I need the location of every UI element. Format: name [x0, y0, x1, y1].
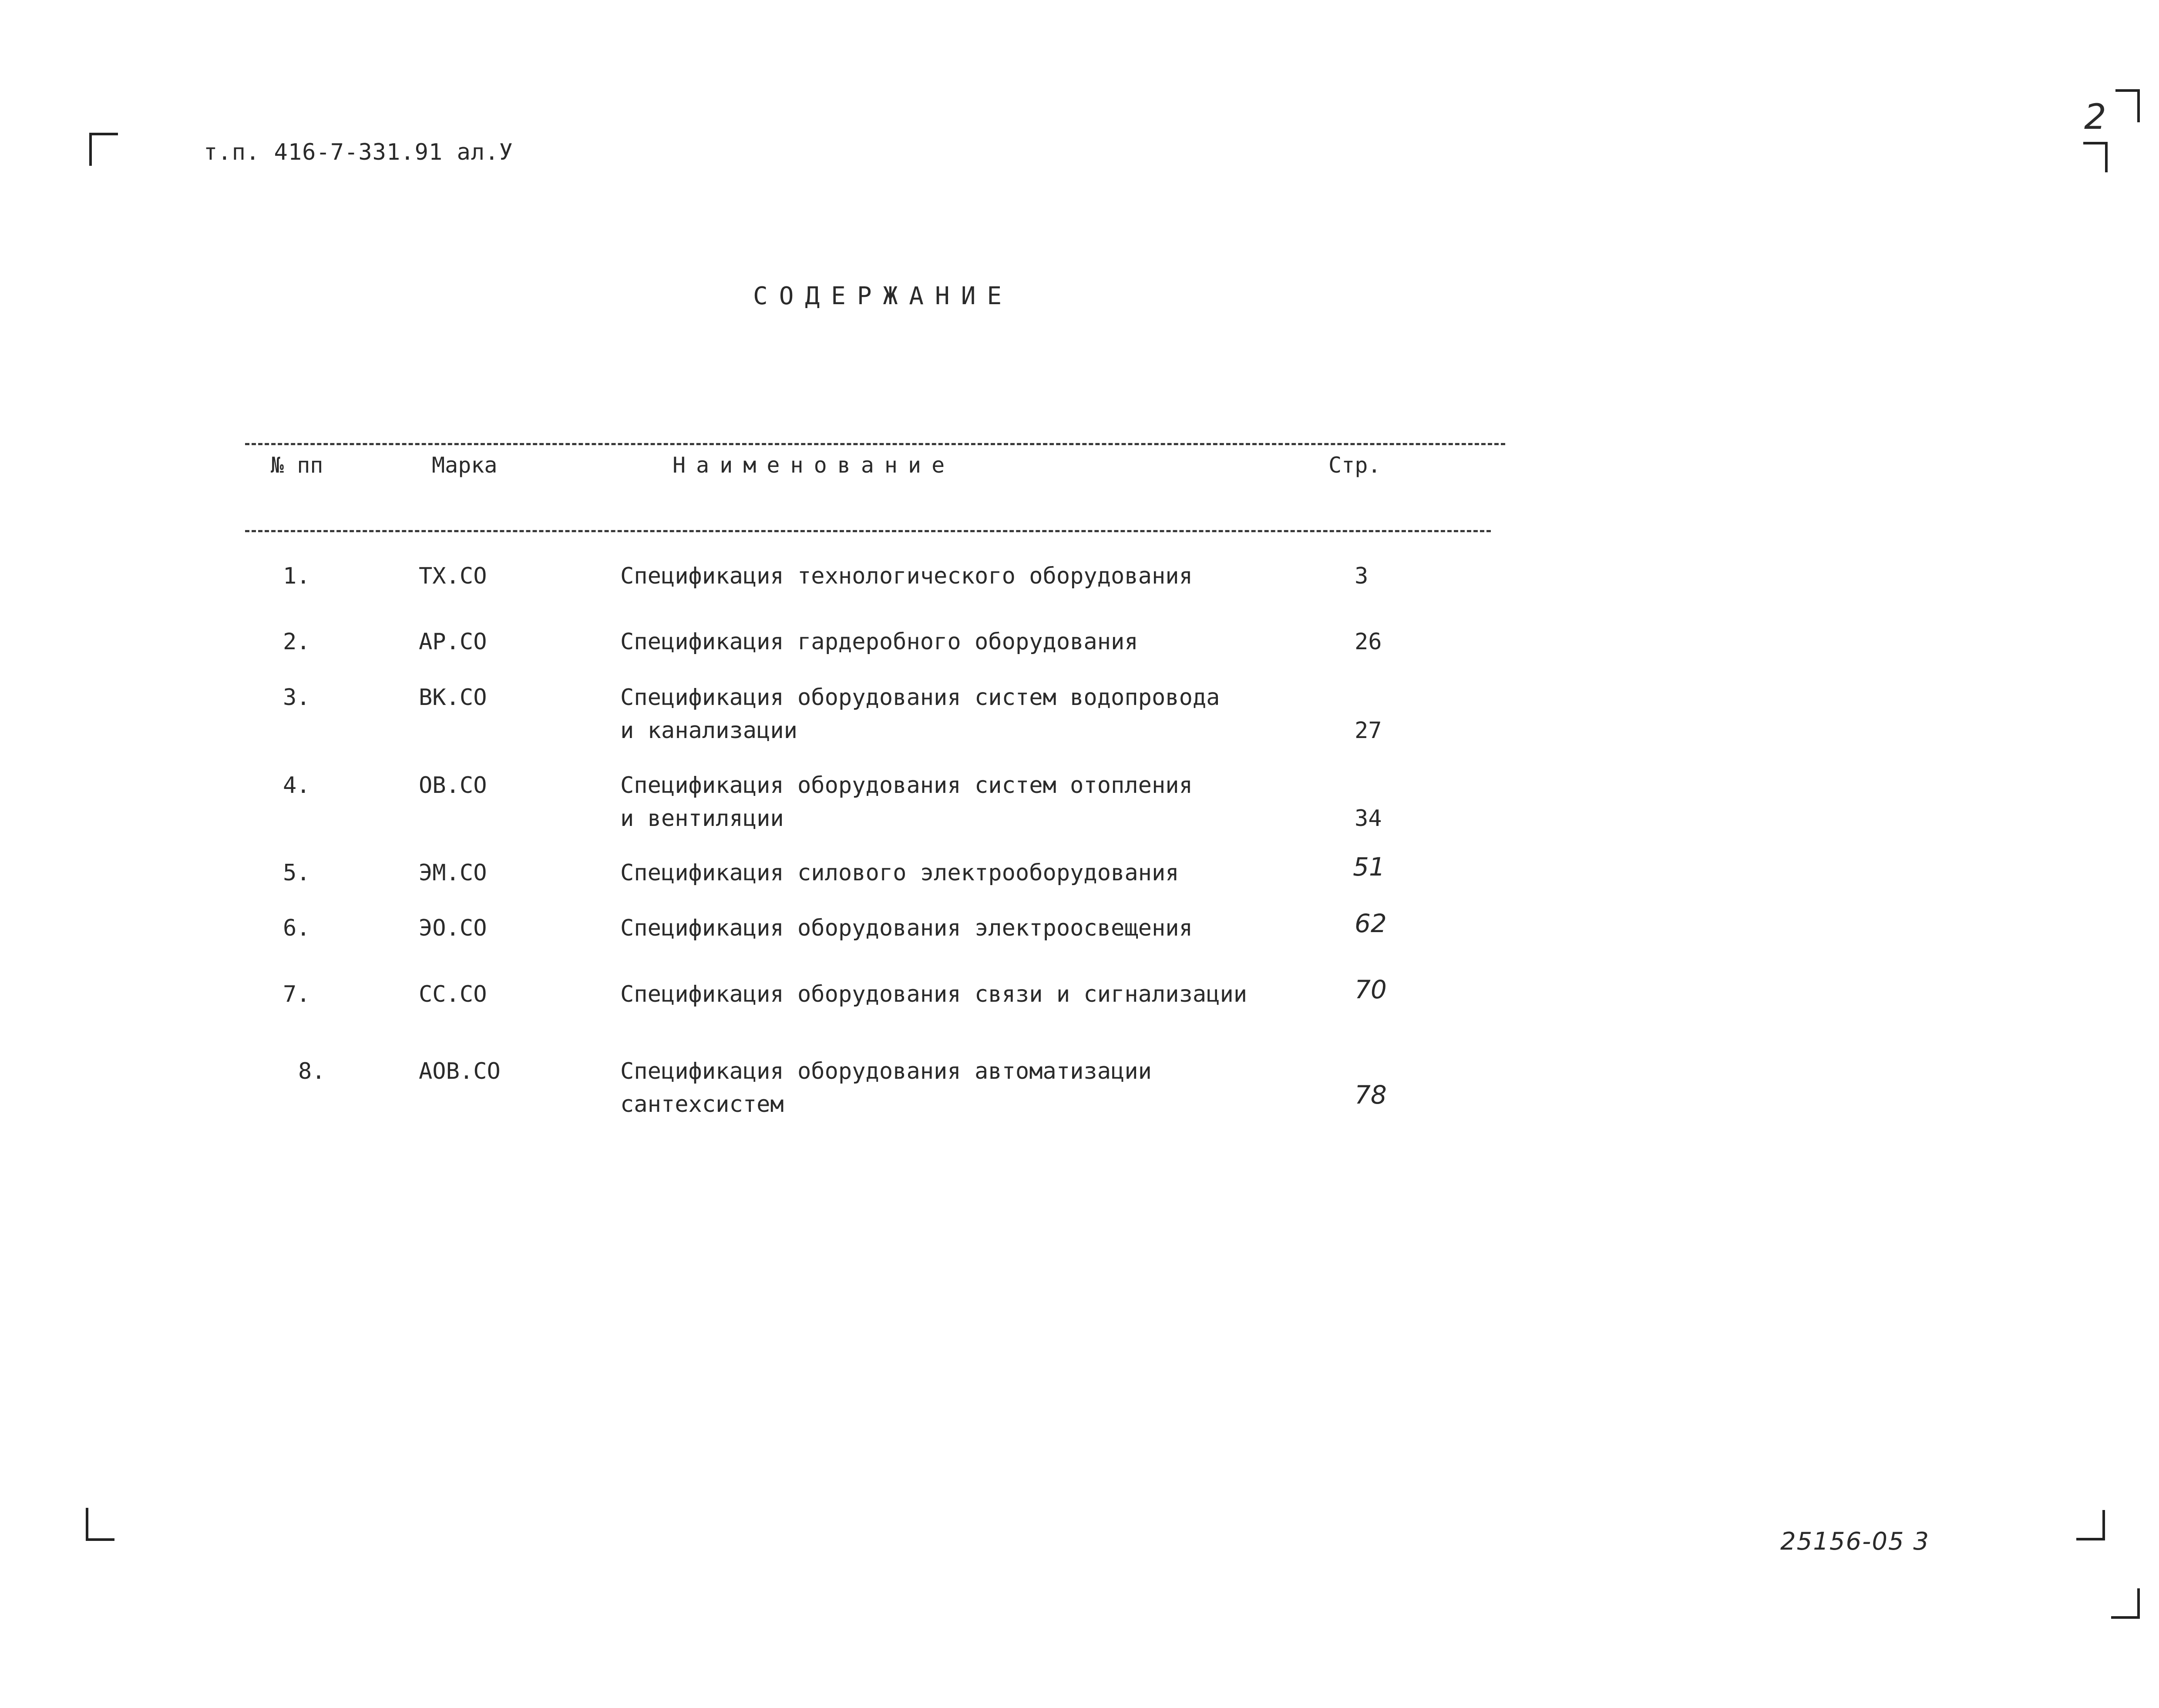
- column-header-mark: Марка: [432, 453, 498, 478]
- row-page: 62: [1355, 909, 1387, 938]
- row-page: 70: [1355, 975, 1387, 1004]
- row-mark: ТХ.СО: [419, 563, 487, 589]
- row-name: Спецификация оборудования электроосвещения: [620, 915, 1193, 941]
- row-name: Спецификация оборудования связи и сигнализации: [620, 981, 1248, 1007]
- corner-mark-bottom-right-outer: [2111, 1588, 2140, 1619]
- row-number: 2.: [283, 629, 310, 655]
- row-number: 5.: [283, 860, 310, 886]
- document-code: т.п. 416-7-331.91 ал.У: [204, 139, 513, 165]
- row-number: 7.: [283, 981, 310, 1007]
- footer-code: 25156-05 3: [1780, 1527, 1930, 1556]
- row-number: 1.: [283, 563, 310, 589]
- row-name: Спецификация оборудования систем отопления: [620, 772, 1193, 799]
- page-title: СОДЕРЖАНИЕ: [753, 282, 1013, 310]
- row-mark: ВК.СО: [419, 685, 487, 711]
- corner-mark-bottom-left: [86, 1508, 114, 1541]
- row-mark: ЭМ.СО: [419, 860, 487, 886]
- corner-mark-top-right-outer: [2115, 89, 2140, 122]
- table-top-rule: [245, 443, 1505, 445]
- row-number: 6.: [283, 915, 310, 941]
- row-name: Спецификация силового электрооборудования: [620, 860, 1179, 886]
- row-page: 27: [1355, 718, 1382, 744]
- row-mark: АОВ.СО: [419, 1058, 501, 1084]
- row-name: Спецификация оборудования автоматизации: [620, 1058, 1152, 1084]
- sheet-number: 2: [2084, 97, 2106, 137]
- row-name-continued: и вентиляции: [620, 805, 784, 832]
- row-number: 8.: [298, 1058, 326, 1084]
- row-mark: ОВ.СО: [419, 772, 487, 799]
- row-mark: АР.СО: [419, 629, 487, 655]
- corner-mark-top-left: [89, 133, 118, 166]
- corner-mark-top-right-inner: [2083, 142, 2108, 172]
- row-name-continued: сантехсистем: [620, 1091, 784, 1117]
- row-number: 4.: [283, 772, 310, 799]
- row-mark: ЭО.СО: [419, 915, 487, 941]
- row-page: 3: [1355, 563, 1369, 589]
- row-name: Спецификация гардеробного оборудования: [620, 629, 1138, 655]
- row-page: 51: [1353, 852, 1385, 882]
- row-number: 3.: [283, 685, 310, 711]
- corner-mark-bottom-right-inner: [2076, 1510, 2105, 1540]
- row-page: 34: [1355, 805, 1382, 832]
- row-name: Спецификация оборудования систем водопровода: [620, 685, 1220, 711]
- row-mark: СС.СО: [419, 981, 487, 1007]
- column-header-name: Наименование: [673, 453, 955, 478]
- column-header-page: Стр.: [1328, 453, 1381, 478]
- row-page: 78: [1355, 1080, 1387, 1110]
- row-page: 26: [1355, 629, 1382, 655]
- table-header-rule: [245, 530, 1491, 532]
- row-name-continued: и канализации: [620, 718, 797, 744]
- column-header-number: № пп: [271, 453, 323, 478]
- row-name: Спецификация технологического оборудования: [620, 563, 1193, 589]
